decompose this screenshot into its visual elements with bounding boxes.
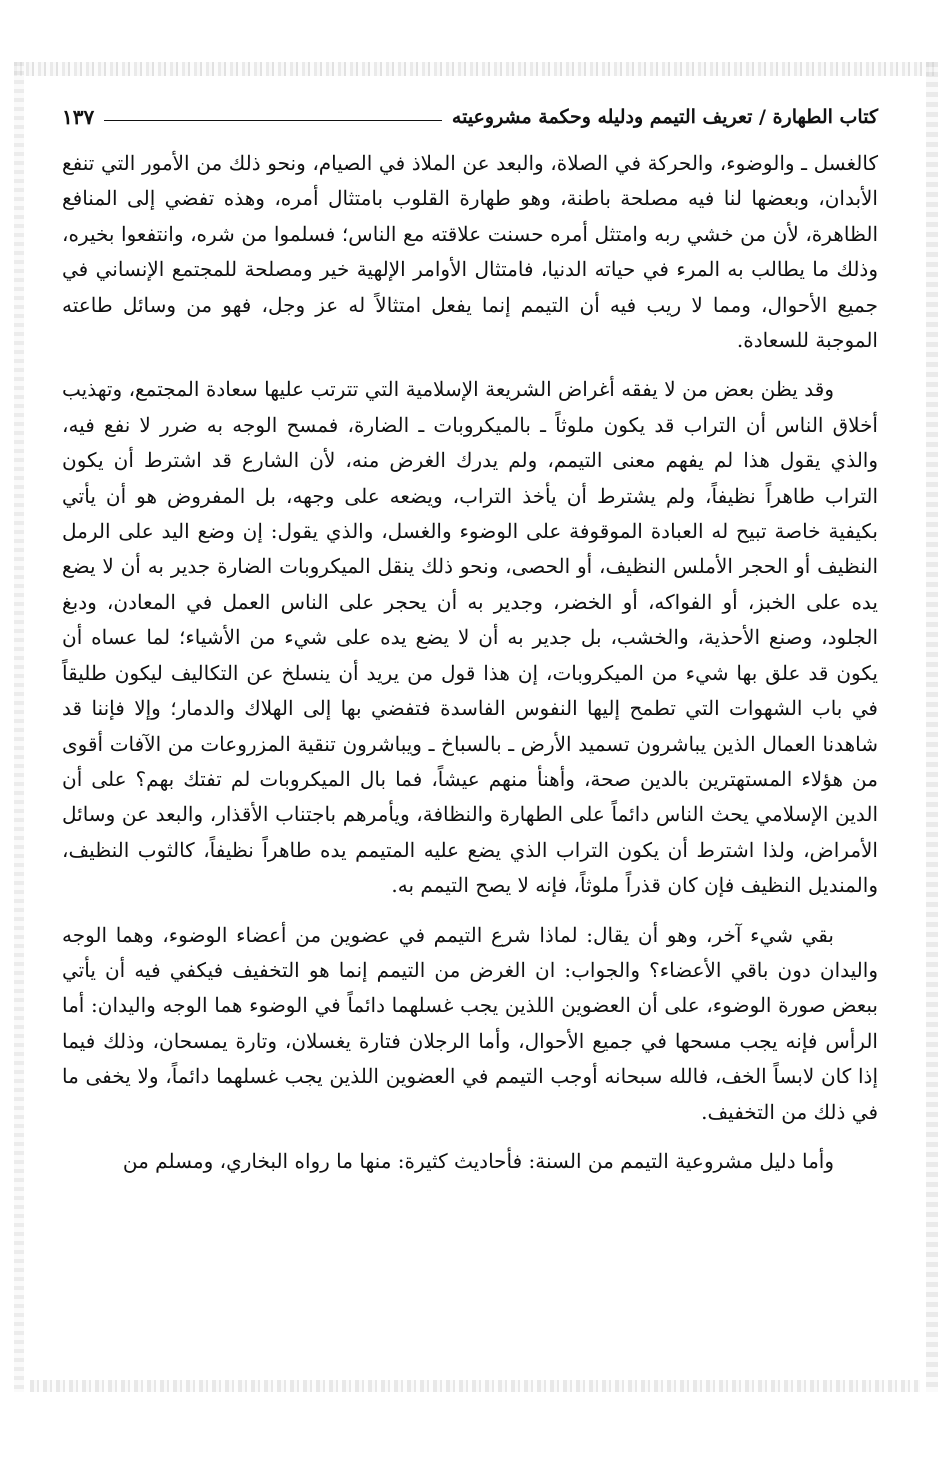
left-ornamental-border xyxy=(14,62,24,1392)
bottom-ornamental-border xyxy=(30,1380,920,1392)
paragraph-4: وأما دليل مشروعية التيمم من السنة: فأحاديث كثيرة: منها ما رواه البخاري، ومسلم من xyxy=(122,1148,834,1173)
paragraph-1: كالغسل ـ والوضوء، والحركة في الصلاة، والبعد عن الملاذ في الصيام، ونحو ذلك من الأمور التي تنفع الأبدان، وبعضها لنا فيه مصلحة باطنة، وهو طهارة القلوب بامتثال أمره، وهذه تفضي إلى المنافع الظاهرة، لأن من خشي ربه وامتثل أمره حسنت علاقته مع الناس؛ فسلموا من شره، وانتفعوا بخيره، وذلك ما يطالب به المرء في حياته الدنيا، فامتثال الأوامر الإلهية خير ومصلحة للمجتمع الإنساني في جميع الأحوال، ومما لا ريب فيه أن التيمم إنما يفعل امتثالاً له عز وجل، فهو من وسائل طاعته الموجبة للسعادة. xyxy=(62,151,878,353)
header-rule xyxy=(104,120,442,121)
page-body xyxy=(62,146,878,1193)
right-ornamental-border xyxy=(926,62,938,1392)
running-header xyxy=(62,100,878,134)
header-title: كتاب الطهارة / تعريف التيمم ودليله وحكمة مشروعيته xyxy=(451,106,878,128)
top-ornamental-border xyxy=(14,62,938,76)
paragraph-2: وقد يظن بعض من لا يفقه أغراض الشريعة الإسلامية التي تترتب عليها سعادة المجتمع، وتهذيب أخلاق الناس أن التراب قد يكون ملوثاً ـ بالميكروبات ـ الضارة، فمسح الوجه به ضرر لا نفع فيه، والذي يقول هذا لم يفهم معنى التيمم، ولم يدرك الغرض منه، لأن الشارع قد اشترط أن يكون التراب طاهراً نظيفاً، ولم يشترط أن يأخذ التراب، ويضعه على وجهه، بل المفروض هو أن يأتي بكيفية خاصة تبيح له العبادة الموقوفة على الوضوء والغسل، والذي يقول: إن وضع اليد على الرمل النظيف أو الحجر الأملس النظيف، أو الحصى، ونحو ذلك ينقل الميكروبات الضارة جدير به أن لا يضع يده على الخبز، أو الفواكه، أو الخضر، وجدير به أن يحجر على الناس العمل في المعادن، ودبغ الجلود، وصنع الأحذية، والخشب، بل جدير به أن لا يضع يده على شيء من الأشياء؛ لما عساه أن يكون قد علق بها شيء من الميكروبات، إن هذا قول من يريد أن ينسلخ عن التكاليف ليكون طليقاً في باب الشهوات التي تطمح إليها النفوس الفاسدة فتفضي بها إلى الهلاك والدمار؛ وإلا فإننا قد شاهدنا العمال الذين يباشرون تسميد الأرض ـ بالسباخ ـ ويباشرون تنقية المزروعات من الآفات أقوى من هؤلاء المستهترين بالدين صحة، وأهنأ منهم عيشاً، فما بال الميكروبات لم تفتك بهم؟ على أن الدين الإسلامي يحث الناس دائماً على الطهارة والنظافة، ويأمرهم باجتناب الأقذار، والبعد عن وسائل الأمراض، ولذا اشترط أن يكون التراب الذي يضع عليه المتيمم يده طاهراً نظيفاً، كالثوب النظيف، والمنديل النظيف فإن كان قذراً ملوثاً، فإنه لا يصح التيمم به. xyxy=(62,377,879,898)
page-number: ١٣٧ xyxy=(62,105,95,129)
paragraph-3: بقي شيء آخر، وهو أن يقال: لماذا شرع التيمم في عضوين من أعضاء الوضوء، وهما الوجه واليدان دون باقي الأعضاء؟ والجواب: ان الغرض من التيمم إنما هو التخفيف فيكفي فيه أن يأتي ببعض صورة الوضوء، على أن العضوين اللذين يجب غسلهما دائماً في الوضوء هما الوجه واليدان: أما الرأس فإنه يجب مسحها في جميع الأحوال، وأما الرجلان فتارة يغسلان، وتارة يمسحان، وذلك فيما إذا كان لابساً الخف، فالله سبحانه أوجب التيمم في العضوين اللذين يجب غسلهما دائماً، ولا يخفى ما في ذلك من التخفيف. xyxy=(62,922,878,1124)
